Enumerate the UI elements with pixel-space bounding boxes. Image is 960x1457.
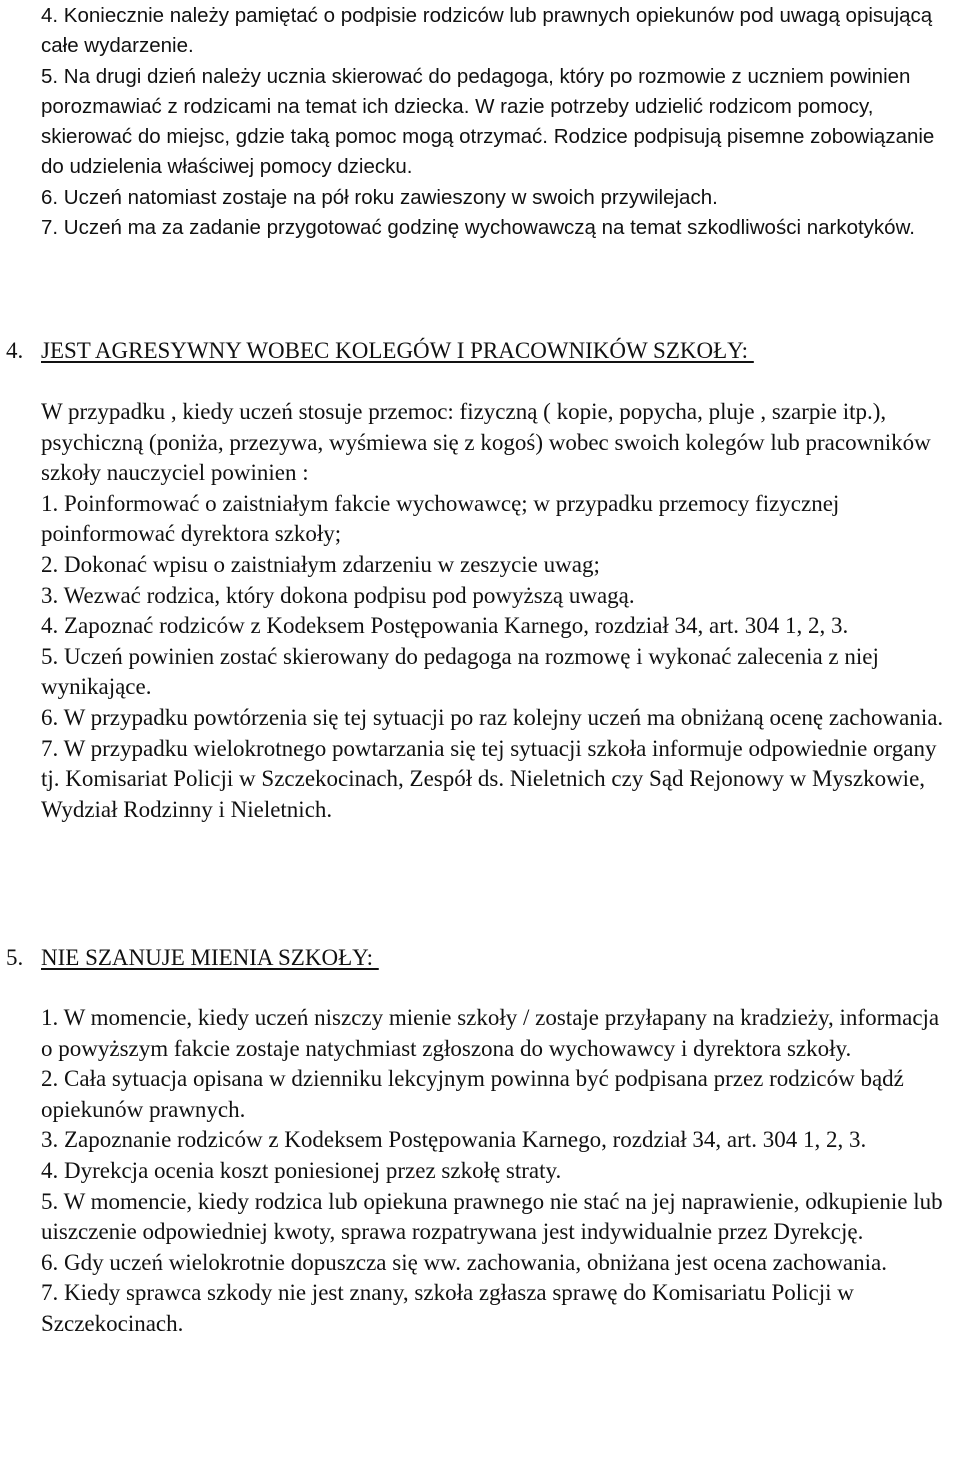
list-item: 7. W przypadku wielokrotnego powtarzania się tej sytuacji szkoła informuje odpowiednie organy <box>41 735 937 761</box>
list-item: 6. Gdy uczeń wielokrotnie dopuszcza się ww. zachowania, obniżana jest ocena zachowania. <box>41 1249 887 1275</box>
list-item: 3. Wezwać rodzica, który dokona podpisu pod powyższą uwagą. <box>41 582 635 608</box>
top-items-list <box>41 1 956 243</box>
list-item: 4. Koniecznie należy pamiętać o podpisie rodziców lub prawnych opiekunów pod uwagą opisującą całe wydarzenie. <box>41 4 933 58</box>
list-item: 4. Zapoznać rodziców z Kodeksem Postępowania Karnego, rozdział 34, art. 304 1, 2, 3. <box>41 613 849 639</box>
section-number: 5. <box>6 945 24 970</box>
section-5-heading <box>6 943 946 974</box>
list-item: 5. Na drugi dzień należy ucznia skierować do pedagoga, który po rozmowie z uczniem powinien porozmawiać z rodzicami na temat ich dziecka. W razie potrzeby udzielić rodzicom pomocy, skierować do miejsc, gdzie taką pomoc mogą otrzymać. Rodzice podpisują pisemne zobowiązanie do udzielenia właściwej pomocy dziecku. <box>41 64 935 179</box>
list-item: 4. Dyrekcja ocenia koszt poniesionej przez szkołę straty. <box>41 1157 562 1183</box>
list-item: 1. Poinformować o zaistniałym fakcie wychowawcę; w przypadku przemocy fizycznej poinformować dyrektora szkoły; <box>41 490 840 547</box>
section-4-body <box>41 397 956 825</box>
list-item: 7. Kiedy sprawca szkody nie jest znany, szkoła zgłasza sprawę do Komisariatu Policji w Szczekocinach. <box>41 1280 854 1336</box>
section-intro: W przypadku , kiedy uczeń stosuje przemoc: fizyczną ( kopie, popycha, pluje , szarpie itp.), psychiczną (poniża, przezywa, wyśmiewa się z kogoś) wobec swoich kolegów lub pracowników szkoły nauczyciel powinien : <box>41 399 931 486</box>
list-item: tj. Komisariat Policji w Szczekocinach, Zespół ds. Nieletnich czy Sąd Rejonowy w Myszkowie, Wydział Rodzinny i Nieletnich. <box>41 766 926 822</box>
list-item: 3. Zapoznanie rodziców z Kodeksem Postępowania Karnego, rozdział 34, art. 304 1, 2, 3. <box>41 1127 867 1153</box>
list-item: 1. W momencie, kiedy uczeń niszczy mienie szkoły / zostaje przyłapany na kradzieży, informacja o powyższym fakcie zostaje natychmiast zgłoszona do wychowawcy i dyrektora szkoły. <box>41 1005 940 1061</box>
section-4-heading <box>6 336 946 367</box>
section-5-body <box>41 1003 956 1340</box>
list-item: 5. W momencie, kiedy rodzica lub opiekuna prawnego nie stać na jej naprawienie, odkupienie lub uiszczenie odpowiedniej kwoty, sprawa rozpatrywana jest indywidualnie przez Dyrekcję. <box>41 1188 943 1245</box>
list-item: 7. Uczeń ma za zadanie przygotować godzinę wychowawczą na temat szkodliwości narkotyków. <box>41 216 915 240</box>
list-item: 6. W przypadku powtórzenia się tej sytuacji po raz kolejny uczeń ma obniżaną ocenę zachowania. <box>41 704 944 730</box>
section-number: 4. <box>6 338 24 363</box>
section-title: JEST AGRESYWNY WOBEC KOLEGÓW I PRACOWNIKÓW SZKOŁY: <box>41 338 754 363</box>
list-item: 2. Dokonać wpisu o zaistniałym zdarzeniu w zeszycie uwag; <box>41 551 600 577</box>
list-item: 6. Uczeń natomiast zostaje na pół roku zawieszony w swoich przywilejach. <box>41 185 718 209</box>
list-item: 2. Cała sytuacja opisana w dzienniku lekcyjnym powinna być podpisana przez rodziców bądź opiekunów prawnych. <box>41 1066 904 1122</box>
section-title: NIE SZANUJE MIENIA SZKOŁY: <box>41 945 379 970</box>
list-item: 5. Uczeń powinien zostać skierowany do pedagoga na rozmowę i wykonać zalecenia z niej wynikające. <box>41 643 879 700</box>
